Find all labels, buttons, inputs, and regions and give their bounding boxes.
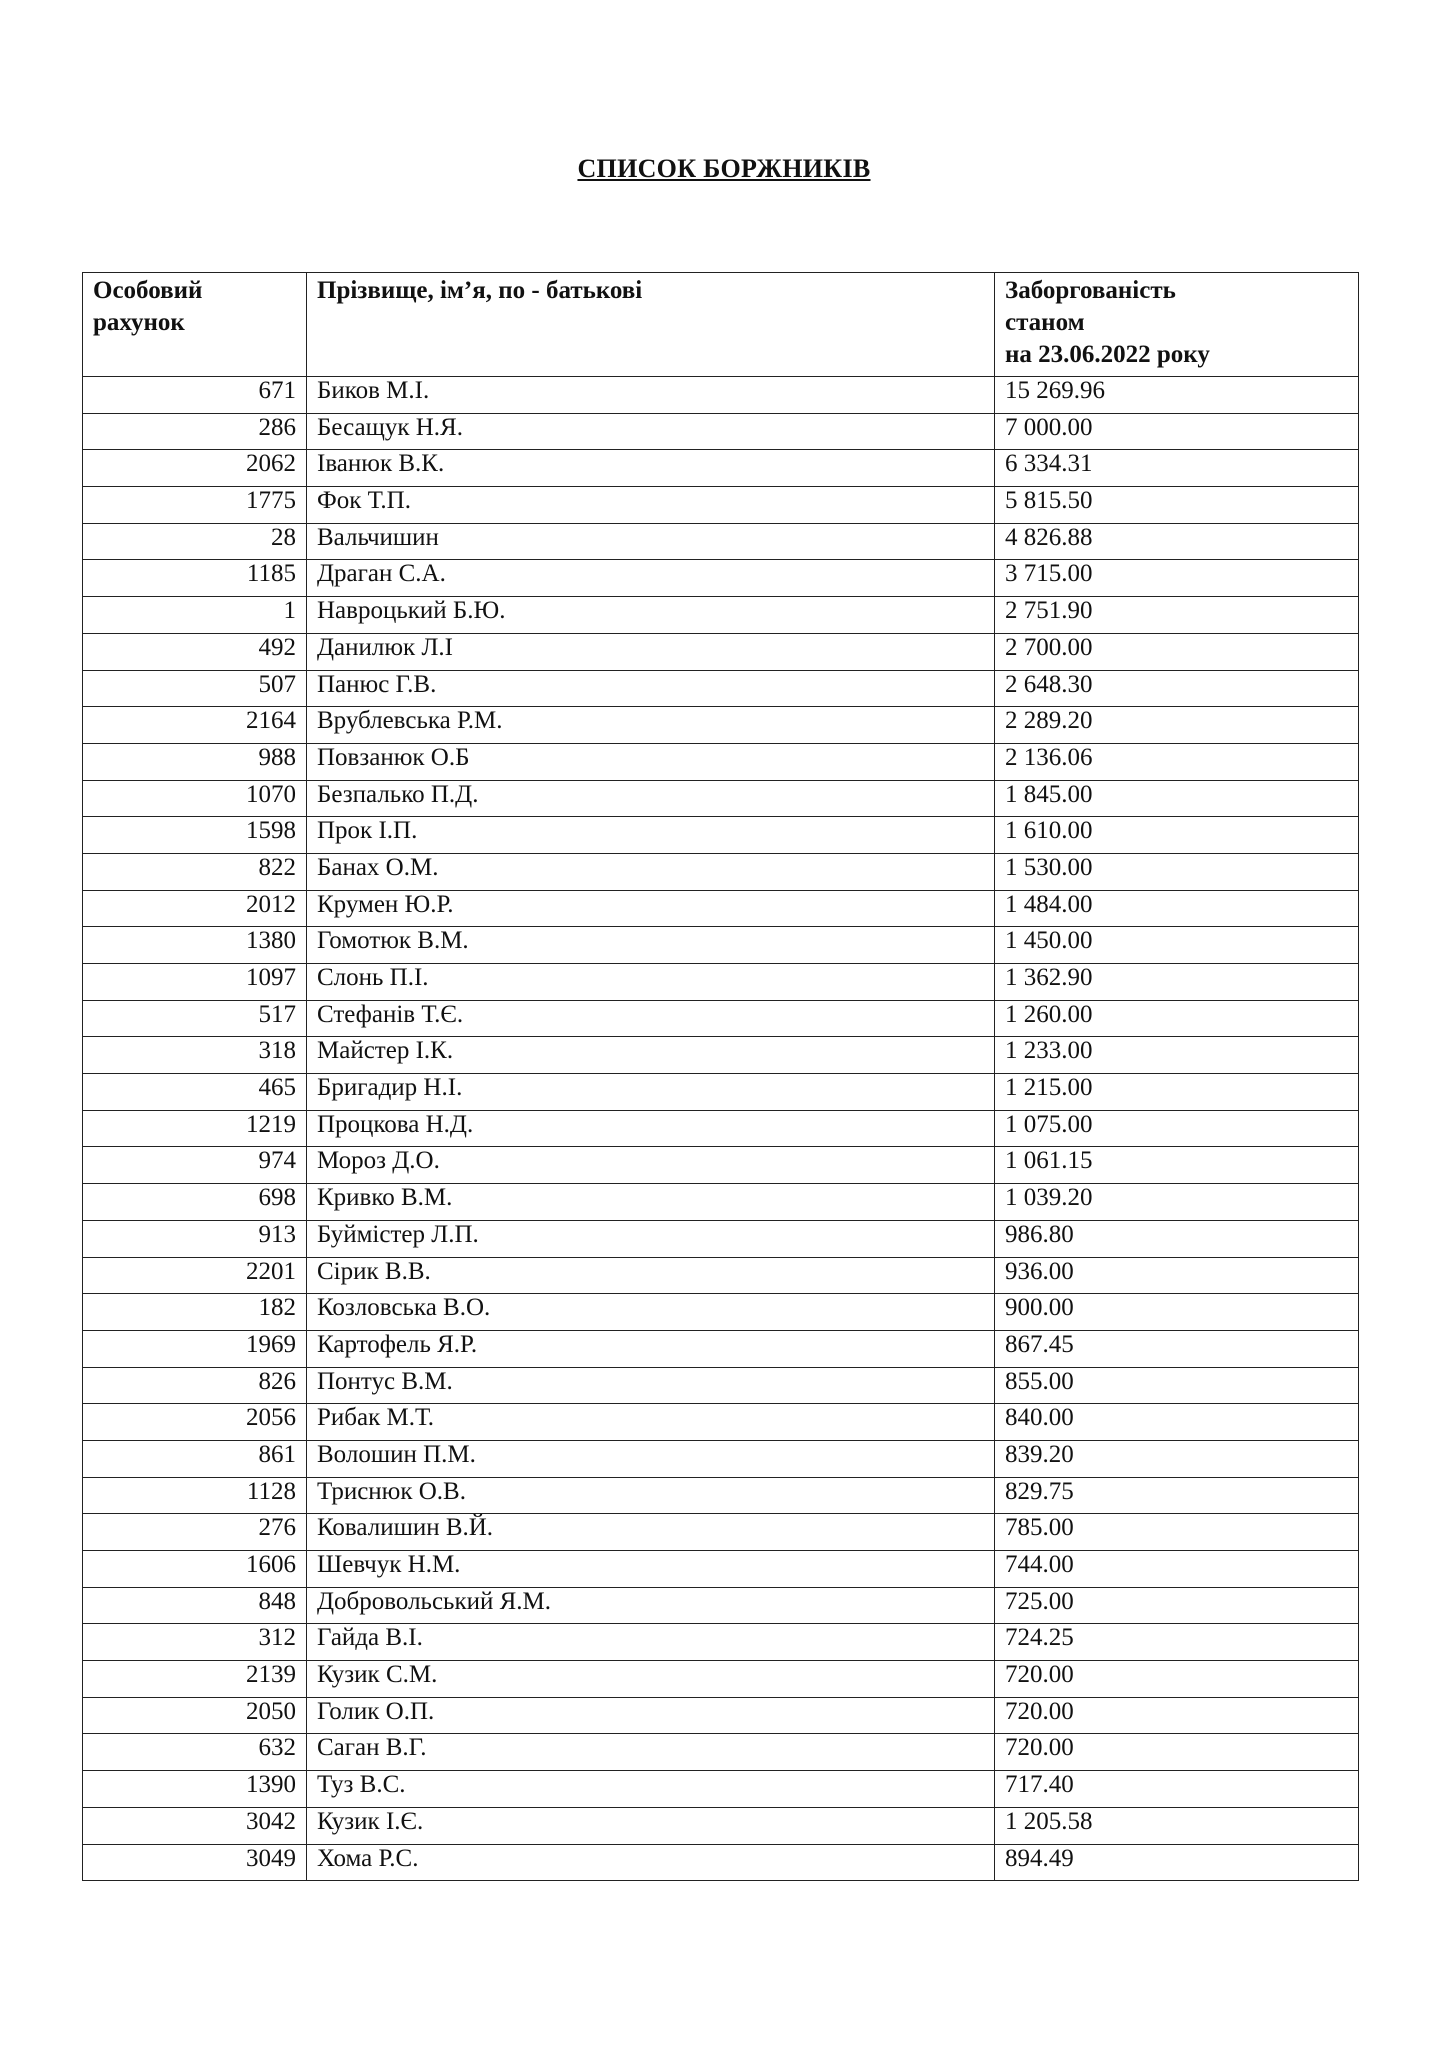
name-cell: Крумен Ю.Р. [307, 890, 995, 927]
account-cell: 1598 [83, 817, 307, 854]
account-cell: 1097 [83, 964, 307, 1001]
debt-cell: 720.00 [995, 1661, 1359, 1698]
debt-cell: 2 648.30 [995, 670, 1359, 707]
name-cell: Рибак М.Т. [307, 1404, 995, 1441]
name-cell: Прок І.П. [307, 817, 995, 854]
debt-cell: 1 450.00 [995, 927, 1359, 964]
debt-cell: 5 815.50 [995, 487, 1359, 524]
table-row [83, 1624, 1359, 1661]
header-account [83, 273, 307, 377]
table-row [83, 1477, 1359, 1514]
debt-cell: 720.00 [995, 1697, 1359, 1734]
debt-cell: 894.49 [995, 1844, 1359, 1881]
account-cell: 3042 [83, 1807, 307, 1844]
table-row [83, 853, 1359, 890]
account-cell: 2012 [83, 890, 307, 927]
account-cell: 988 [83, 743, 307, 780]
account-cell: 312 [83, 1624, 307, 1661]
header-name: Прізвище, ім’я, по - батькові [307, 273, 995, 377]
name-cell: Картофель Я.Р. [307, 1330, 995, 1367]
name-cell: Сірик В.В. [307, 1257, 995, 1294]
account-cell: 698 [83, 1184, 307, 1221]
table-row [83, 1330, 1359, 1367]
document-title: СПИСОК БОРЖНИКІВ [577, 154, 871, 183]
table-row [83, 1147, 1359, 1184]
debt-cell: 867.45 [995, 1330, 1359, 1367]
account-cell: 1775 [83, 487, 307, 524]
account-cell: 1219 [83, 1110, 307, 1147]
account-cell: 848 [83, 1587, 307, 1624]
account-cell: 1390 [83, 1771, 307, 1808]
name-cell: Гомотюк В.М. [307, 927, 995, 964]
table-row [83, 1367, 1359, 1404]
table-row [83, 1807, 1359, 1844]
table-row [83, 633, 1359, 670]
name-cell: Бригадир Н.І. [307, 1074, 995, 1111]
account-cell: 465 [83, 1074, 307, 1111]
debt-cell: 6 334.31 [995, 450, 1359, 487]
name-cell: Вальчишин [307, 523, 995, 560]
account-cell: 822 [83, 853, 307, 890]
header-account-line: Особовий [93, 277, 203, 304]
name-cell: Кузик С.М. [307, 1661, 995, 1698]
account-cell: 1070 [83, 780, 307, 817]
name-cell: Стефанів Т.Є. [307, 1000, 995, 1037]
table-row [83, 964, 1359, 1001]
name-cell: Голик О.П. [307, 1697, 995, 1734]
table-row [83, 597, 1359, 634]
name-cell: Саган В.Г. [307, 1734, 995, 1771]
name-cell: Повзанюк О.Б [307, 743, 995, 780]
debt-cell: 936.00 [995, 1257, 1359, 1294]
account-cell: 276 [83, 1514, 307, 1551]
table-row [83, 1220, 1359, 1257]
account-cell: 517 [83, 1000, 307, 1037]
table-row [83, 670, 1359, 707]
table-row [83, 1037, 1359, 1074]
table-row [83, 780, 1359, 817]
account-cell: 182 [83, 1294, 307, 1331]
table-row [83, 817, 1359, 854]
name-cell: Фок Т.П. [307, 487, 995, 524]
name-cell: Понтус В.М. [307, 1367, 995, 1404]
name-cell: Іванюк В.К. [307, 450, 995, 487]
table-row [83, 523, 1359, 560]
account-cell: 826 [83, 1367, 307, 1404]
table-row [83, 1257, 1359, 1294]
table-row [83, 707, 1359, 744]
table-row [83, 890, 1359, 927]
name-cell: Мороз Д.О. [307, 1147, 995, 1184]
account-cell: 2062 [83, 450, 307, 487]
table-header-row [83, 273, 1359, 377]
account-cell: 2139 [83, 1661, 307, 1698]
name-cell: Слонь П.І. [307, 964, 995, 1001]
table-row [83, 927, 1359, 964]
account-cell: 492 [83, 633, 307, 670]
debt-cell: 1 610.00 [995, 817, 1359, 854]
table-body [83, 377, 1359, 1881]
account-cell: 1128 [83, 1477, 307, 1514]
name-cell: Панюс Г.В. [307, 670, 995, 707]
account-cell: 1606 [83, 1551, 307, 1588]
table-row [83, 413, 1359, 450]
debt-cell: 829.75 [995, 1477, 1359, 1514]
account-cell: 318 [83, 1037, 307, 1074]
name-cell: Майстер І.К. [307, 1037, 995, 1074]
debt-cell: 1 233.00 [995, 1037, 1359, 1074]
name-cell: Добровольський Я.М. [307, 1587, 995, 1624]
debt-cell: 900.00 [995, 1294, 1359, 1331]
table-row [83, 1844, 1359, 1881]
name-cell: Ковалишин В.Й. [307, 1514, 995, 1551]
account-cell: 1380 [83, 927, 307, 964]
table-row [83, 487, 1359, 524]
debt-cell: 1 205.58 [995, 1807, 1359, 1844]
debt-cell: 717.40 [995, 1771, 1359, 1808]
debt-cell: 744.00 [995, 1551, 1359, 1588]
debt-cell: 1 061.15 [995, 1147, 1359, 1184]
account-cell: 861 [83, 1440, 307, 1477]
name-cell: Данилюк Л.І [307, 633, 995, 670]
account-cell: 671 [83, 377, 307, 414]
header-account-line: рахунок [93, 309, 185, 336]
debt-cell: 785.00 [995, 1514, 1359, 1551]
table-row [83, 743, 1359, 780]
account-cell: 507 [83, 670, 307, 707]
account-cell: 2201 [83, 1257, 307, 1294]
debt-cell: 15 269.96 [995, 377, 1359, 414]
debt-cell: 840.00 [995, 1404, 1359, 1441]
debtors-table [82, 272, 1359, 1881]
name-cell: Биков М.І. [307, 377, 995, 414]
debt-cell: 2 289.20 [995, 707, 1359, 744]
header-debt-line: Заборгованість [1005, 277, 1176, 304]
debt-cell: 2 751.90 [995, 597, 1359, 634]
name-cell: Врублевська Р.М. [307, 707, 995, 744]
name-cell: Бесащук Н.Я. [307, 413, 995, 450]
account-cell: 1 [83, 597, 307, 634]
table-row [83, 1294, 1359, 1331]
debt-cell: 855.00 [995, 1367, 1359, 1404]
name-cell: Буймістер Л.П. [307, 1220, 995, 1257]
table-row [83, 1661, 1359, 1698]
table-row [83, 1440, 1359, 1477]
debt-cell: 725.00 [995, 1587, 1359, 1624]
account-cell: 974 [83, 1147, 307, 1184]
debt-cell: 1 075.00 [995, 1110, 1359, 1147]
debt-cell: 2 136.06 [995, 743, 1359, 780]
table-row [83, 1697, 1359, 1734]
name-cell: Туз В.С. [307, 1771, 995, 1808]
debt-cell: 4 826.88 [995, 523, 1359, 560]
table-row [83, 1514, 1359, 1551]
account-cell: 913 [83, 1220, 307, 1257]
debt-cell: 720.00 [995, 1734, 1359, 1771]
name-cell: Волошин П.М. [307, 1440, 995, 1477]
table-row [83, 1734, 1359, 1771]
account-cell: 2056 [83, 1404, 307, 1441]
name-cell: Триснюк О.В. [307, 1477, 995, 1514]
table-row [83, 1771, 1359, 1808]
name-cell: Кузик І.Є. [307, 1807, 995, 1844]
name-cell: Банах О.М. [307, 853, 995, 890]
debt-cell: 3 715.00 [995, 560, 1359, 597]
debt-cell: 2 700.00 [995, 633, 1359, 670]
account-cell: 286 [83, 413, 307, 450]
account-cell: 2050 [83, 1697, 307, 1734]
debt-cell: 7 000.00 [995, 413, 1359, 450]
table-row [83, 1551, 1359, 1588]
name-cell: Шевчук Н.М. [307, 1551, 995, 1588]
account-cell: 1969 [83, 1330, 307, 1367]
name-cell: Безпалько П.Д. [307, 780, 995, 817]
account-cell: 3049 [83, 1844, 307, 1881]
name-cell: Кривко В.М. [307, 1184, 995, 1221]
debt-cell: 1 484.00 [995, 890, 1359, 927]
debt-cell: 1 362.90 [995, 964, 1359, 1001]
debt-cell: 1 845.00 [995, 780, 1359, 817]
table-row [83, 450, 1359, 487]
header-debt [995, 273, 1359, 377]
account-cell: 2164 [83, 707, 307, 744]
header-debt-line: станом [1005, 309, 1085, 336]
debt-cell: 1 215.00 [995, 1074, 1359, 1111]
debt-cell: 986.80 [995, 1220, 1359, 1257]
table-row [83, 1074, 1359, 1111]
table-row [83, 1000, 1359, 1037]
account-cell: 1185 [83, 560, 307, 597]
debt-cell: 839.20 [995, 1440, 1359, 1477]
table-row [83, 1184, 1359, 1221]
table-row [83, 560, 1359, 597]
table-row [83, 377, 1359, 414]
table-row [83, 1404, 1359, 1441]
name-cell: Козловська В.О. [307, 1294, 995, 1331]
debt-cell: 1 039.20 [995, 1184, 1359, 1221]
debt-cell: 1 260.00 [995, 1000, 1359, 1037]
name-cell: Гайда В.І. [307, 1624, 995, 1661]
name-cell: Драган С.А. [307, 560, 995, 597]
name-cell: Навроцький Б.Ю. [307, 597, 995, 634]
table-row [83, 1587, 1359, 1624]
debt-cell: 1 530.00 [995, 853, 1359, 890]
account-cell: 28 [83, 523, 307, 560]
account-cell: 632 [83, 1734, 307, 1771]
name-cell: Процкова Н.Д. [307, 1110, 995, 1147]
header-debt-line: на 23.06.2022 року [1005, 341, 1210, 368]
debt-cell: 724.25 [995, 1624, 1359, 1661]
name-cell: Хома Р.С. [307, 1844, 995, 1881]
table-row [83, 1110, 1359, 1147]
